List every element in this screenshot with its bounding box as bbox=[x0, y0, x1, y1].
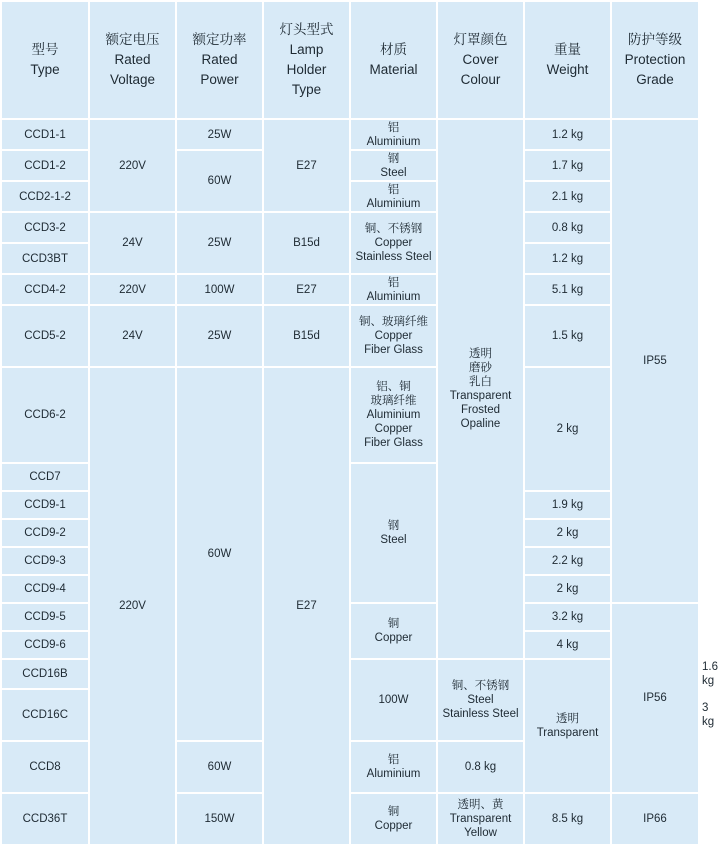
header-grade: 防护等级 Protection Grade bbox=[612, 2, 698, 118]
material-cell: 铝 Aluminium bbox=[351, 120, 436, 149]
model-cell: CCD1-2 bbox=[2, 151, 88, 180]
material-cell: 铜 Copper bbox=[351, 604, 436, 658]
model-cell: CCD7 bbox=[2, 464, 88, 490]
model-cell: CCD9-2 bbox=[2, 520, 88, 546]
weight-cell: 1.2 kg bbox=[525, 244, 610, 273]
voltage-cell: 220V bbox=[90, 368, 175, 844]
model-cell: CCD9-4 bbox=[2, 576, 88, 602]
power-cell: 100W bbox=[177, 275, 262, 304]
model-cell: CCD9-6 bbox=[2, 632, 88, 658]
cover-cell: 透明 Transparent bbox=[525, 660, 610, 792]
grade-cell: IP66 bbox=[612, 794, 698, 844]
weight-cell: 2 kg bbox=[525, 576, 610, 602]
header-voltage: 额定电压 Rated Voltage bbox=[90, 2, 175, 118]
weight-cell: 1.7 kg bbox=[525, 151, 610, 180]
weight-cell: 2.1 kg bbox=[525, 182, 610, 211]
material-cell: 铜、不锈钢 Steel Stainless Steel bbox=[438, 660, 523, 740]
weight-cell: 1.2 kg bbox=[525, 120, 610, 149]
table-row bbox=[2, 275, 700, 304]
holder-cell: B15d bbox=[264, 306, 349, 366]
holder-cell: E27 bbox=[264, 120, 349, 211]
power-cell: 60W bbox=[177, 742, 262, 792]
weight-cell: 1.9 kg bbox=[525, 492, 610, 518]
grade-cell: IP55 bbox=[612, 120, 698, 602]
material-cell: 铜、不锈钢 Copper Stainless Steel bbox=[351, 213, 436, 273]
material-cell: 铝 Aluminium bbox=[351, 182, 436, 211]
weight-cell: 2 kg bbox=[525, 368, 610, 490]
model-cell: CCD5-2 bbox=[2, 306, 88, 366]
voltage-cell: 24V bbox=[90, 306, 175, 366]
model-cell: CCD36T bbox=[2, 794, 88, 844]
material-cell: 钢 Steel bbox=[351, 151, 436, 180]
weight-cell: 0.8 kg bbox=[525, 213, 610, 242]
model-cell: CCD9-5 bbox=[2, 604, 88, 630]
header-weight: 重量 Weight bbox=[525, 2, 610, 118]
header-row bbox=[2, 2, 700, 118]
material-cell: 铜 Copper bbox=[351, 794, 436, 844]
weight-cell: 4 kg bbox=[525, 632, 610, 658]
model-cell: CCD3-2 bbox=[2, 213, 88, 242]
power-cell: 100W bbox=[351, 660, 436, 740]
weight-cell: 2 kg bbox=[525, 520, 610, 546]
model-cell: CCD4-2 bbox=[2, 275, 88, 304]
table-row bbox=[2, 120, 700, 149]
power-cell: 60W bbox=[177, 151, 262, 211]
power-cell: 25W bbox=[177, 120, 262, 149]
weight-cell: 2.2 kg bbox=[525, 548, 610, 574]
model-cell: CCD6-2 bbox=[2, 368, 88, 462]
weight-cell: 0.8 kg bbox=[438, 742, 523, 792]
model-cell: CCD9-3 bbox=[2, 548, 88, 574]
header-power: 额定功率 Rated Power bbox=[177, 2, 262, 118]
voltage-cell: 24V bbox=[90, 213, 175, 273]
header-material: 材质 Material bbox=[351, 2, 436, 118]
power-cell: 25W bbox=[177, 213, 262, 273]
holder-cell: E27 bbox=[264, 275, 349, 304]
model-cell: CCD2-1-2 bbox=[2, 182, 88, 211]
table-row: CCD16B 100W 铜、不锈钢 Steel Stainless Steel 透明 Transparent 1.6 kg bbox=[2, 660, 700, 688]
table-row bbox=[2, 213, 700, 242]
table-row bbox=[2, 368, 700, 462]
voltage-cell: 220V bbox=[90, 275, 175, 304]
voltage-cell: 220V bbox=[90, 120, 175, 211]
weight-cell: 1.5 kg bbox=[525, 306, 610, 366]
model-cell: CCD16B bbox=[2, 660, 88, 688]
header-model: 型号 Type bbox=[2, 2, 88, 118]
grade-cell: IP56 bbox=[612, 604, 698, 792]
holder-cell: E27 bbox=[264, 368, 349, 844]
material-cell: 铝 Aluminium bbox=[351, 742, 436, 792]
table-row: CCD16C 3 kg bbox=[2, 690, 700, 740]
model-cell: CCD1-1 bbox=[2, 120, 88, 149]
power-cell: 150W bbox=[177, 794, 262, 844]
power-cell: 25W bbox=[177, 306, 262, 366]
weight-cell: 8.5 kg bbox=[525, 794, 610, 844]
model-cell: CCD9-1 bbox=[2, 492, 88, 518]
model-cell: CCD16C bbox=[2, 690, 88, 740]
table-row bbox=[2, 306, 700, 366]
weight-cell: 3.2 kg bbox=[525, 604, 610, 630]
weight-cell: 5.1 kg bbox=[525, 275, 610, 304]
power-cell: 60W bbox=[177, 368, 262, 740]
material-cell: 铝 Aluminium bbox=[351, 275, 436, 304]
model-cell: CCD3BT bbox=[2, 244, 88, 273]
material-cell: 钢 Steel bbox=[351, 464, 436, 602]
header-holder: 灯头型式 Lamp Holder Type bbox=[264, 2, 349, 118]
cover-cell: 透明、黄 Transparent Yellow bbox=[438, 794, 523, 844]
header-cover: 灯罩颜色 Cover Colour bbox=[438, 2, 523, 118]
material-cell: 铜、玻璃纤维 Copper Fiber Glass bbox=[351, 306, 436, 366]
cover-cell: 透明 磨砂 乳白 Transparent Frosted Opaline bbox=[438, 120, 523, 658]
material-cell: 铝、铜 玻璃纤维 Aluminium Copper Fiber Glass bbox=[351, 368, 436, 462]
model-cell: CCD8 bbox=[2, 742, 88, 792]
holder-cell: B15d bbox=[264, 213, 349, 273]
